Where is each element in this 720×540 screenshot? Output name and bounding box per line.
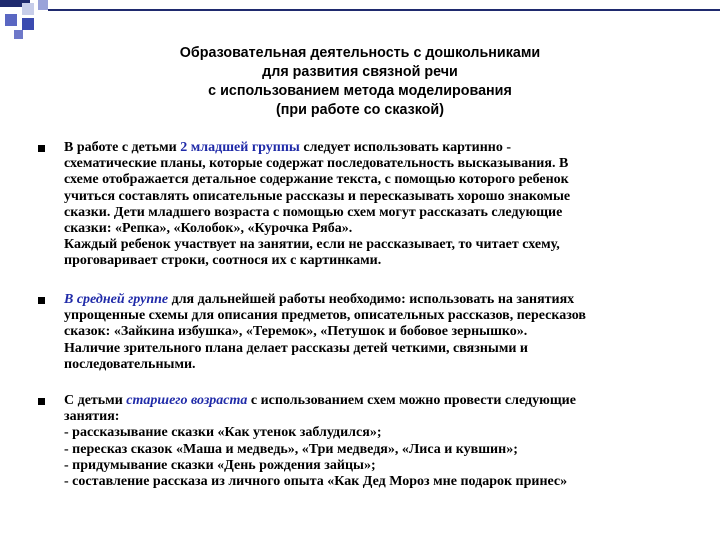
text-line bbox=[64, 140, 678, 156]
text-line: схематические планы, которые содержат последовательность высказывания. В bbox=[64, 156, 569, 172]
corner-decoration bbox=[22, 3, 34, 15]
highlight-text: старшего возраста bbox=[126, 393, 248, 408]
text-line: сказки: «Репка», «Колобок», «Курочка Ряба». bbox=[64, 221, 353, 237]
text-line: сказки. Дети младшего возраста с помощью схем могут рассказать следующие bbox=[64, 204, 563, 220]
bullet-square-icon bbox=[38, 398, 45, 405]
bullet-square-icon bbox=[38, 145, 45, 152]
top-rule bbox=[48, 9, 720, 11]
corner-decoration bbox=[14, 30, 23, 39]
text-line: последовательными. bbox=[64, 356, 196, 372]
text-line: - рассказывание сказки «Как утенок заблудился»; bbox=[64, 425, 382, 441]
list-item-text bbox=[64, 292, 678, 373]
corner-decoration bbox=[5, 14, 17, 26]
highlight-text: 2 младшей группы bbox=[180, 140, 300, 155]
text-line: схеме отображается детальное содержание текста, с помощью которого ребенок bbox=[64, 172, 569, 188]
text-line: - пересказ сказок «Маша и медведь», «Три медведя», «Лиса и кувшин»; bbox=[64, 441, 518, 457]
slide-title bbox=[90, 44, 630, 120]
text-line: - составление рассказа из личного опыта «Как Дед Мороз мне подарок принес» bbox=[64, 474, 568, 490]
bullet-square-icon bbox=[38, 297, 45, 304]
text-line: сказок: «Зайкина избушка», «Теремок», «Петушок и бобовое зернышко». bbox=[64, 324, 528, 340]
title-line: Образовательная деятельность с дошкольниками bbox=[179, 45, 541, 61]
text-line: Наличие зрительного плана делает рассказы детей четкими, связными и bbox=[64, 340, 528, 356]
text-span: следует использовать картинно - bbox=[299, 140, 511, 155]
text-line: Каждый ребенок участвует на занятии, если не рассказывает, то читает схему, bbox=[64, 237, 560, 253]
text-line: занятия: bbox=[64, 409, 120, 425]
text-line: - придумывание сказки «День рождения зайцы»; bbox=[64, 457, 376, 473]
text-line: упрощенные схемы для описания предметов, описательных рассказов, пересказов bbox=[64, 308, 586, 324]
corner-decoration bbox=[22, 18, 34, 30]
text-line: учиться составлять описательные рассказы и пересказывать хорошо знакомые bbox=[64, 188, 571, 204]
title-line: с использованием метода моделирования bbox=[208, 83, 512, 99]
highlight-text: В средней группе bbox=[64, 292, 169, 307]
text-line bbox=[64, 393, 678, 409]
text-span: В работе с детьми bbox=[64, 140, 181, 155]
list-item-text bbox=[64, 140, 678, 270]
text-line bbox=[64, 292, 678, 308]
text-line: проговаривает строки, соотнося их с картинками. bbox=[64, 253, 382, 269]
text-span: С детьми bbox=[64, 393, 127, 408]
text-span: с использованием схем можно провести следующие bbox=[247, 393, 576, 408]
text-span: для дальнейшей работы необходимо: использовать на занятиях bbox=[168, 292, 575, 307]
title-line: (при работе со сказкой) bbox=[276, 102, 444, 118]
corner-decoration bbox=[38, 0, 48, 10]
list-item-text bbox=[64, 393, 678, 490]
title-line: для развития связной речи bbox=[262, 64, 458, 80]
